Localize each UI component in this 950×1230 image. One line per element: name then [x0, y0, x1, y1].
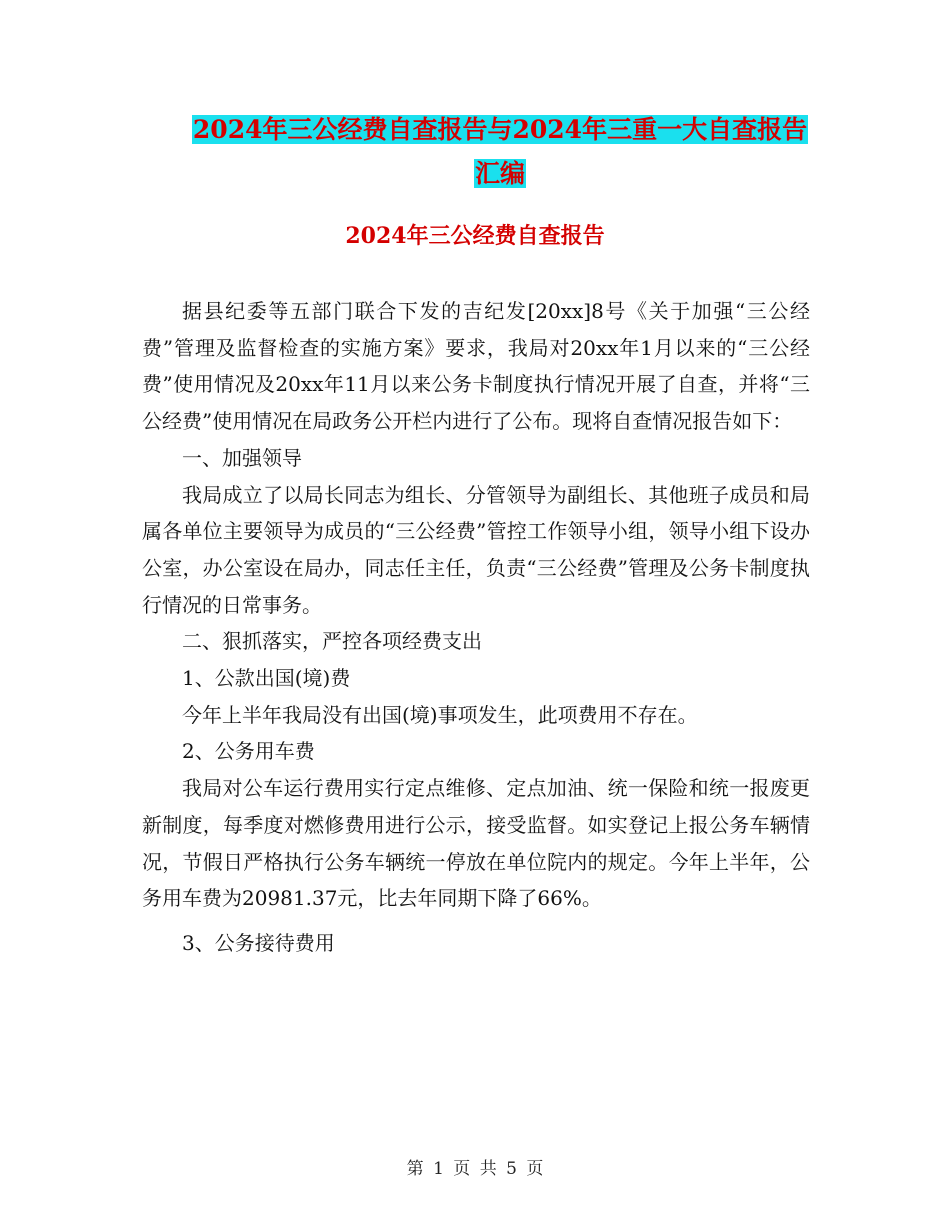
- subheading-vehicle-costs: 2、公务用车费: [182, 739, 315, 764]
- heading-strengthen-leadership: 一、加强领导: [182, 445, 302, 470]
- main-title-line-2: 汇编: [474, 159, 525, 188]
- subheading-overseas-travel: 1、公款出国(境)费: [182, 666, 351, 691]
- page-footer: 第 1 页 共 5 页: [406, 1159, 544, 1179]
- overseas-travel-paragraph: 今年上半年我局没有出国(境)事项发生，此项费用不存在。: [182, 702, 698, 727]
- heading-implementation: 二、狠抓落实，严控各项经费支出: [182, 629, 482, 654]
- intro-paragraph: 据县纪委等五部门联合下发的吉纪发[20xx]8号《关于加强“三公经费”管理及监督检查的实施方案》要求，我局对20xx年1月以来的“三公经费”使用情况及20xx年11月以来公务卡制度执行情况开展了自查，并将“三公经费”使用情况在局政务公开栏内进行了公布。现将自查情况报告如下：: [142, 299, 810, 434]
- document-main-title: [140, 108, 860, 196]
- subheading-reception-costs: 3、公务接待费用: [182, 930, 335, 955]
- document-body: [142, 293, 810, 962]
- section-title: 2024年三公经费自查报告: [345, 223, 605, 249]
- leadership-paragraph: 我局成立了以局长同志为组长、分管领导为副组长、其他班子成员和局属各单位主要领导为成员的“三公经费”管控工作领导小组，领导小组下设办公室，办公室设在局办，同志任主任，负责“三公经费”管理及公务卡制度执行情况的日常事务。: [142, 482, 810, 617]
- main-title-line-1: 2024年三公经费自查报告与2024年三重一大自查报告: [192, 115, 808, 144]
- vehicle-costs-paragraph: 我局对公车运行费用实行定点维修、定点加油、统一保险和统一报废更新制度，每季度对燃修费用进行公示，接受监督。如实登记上报公务车辆情况，节假日严格执行公务车辆统一停放在单位院内的规定。今年上半年，公务用车费为20981.37元，比去年同期下降了66%。: [142, 776, 810, 911]
